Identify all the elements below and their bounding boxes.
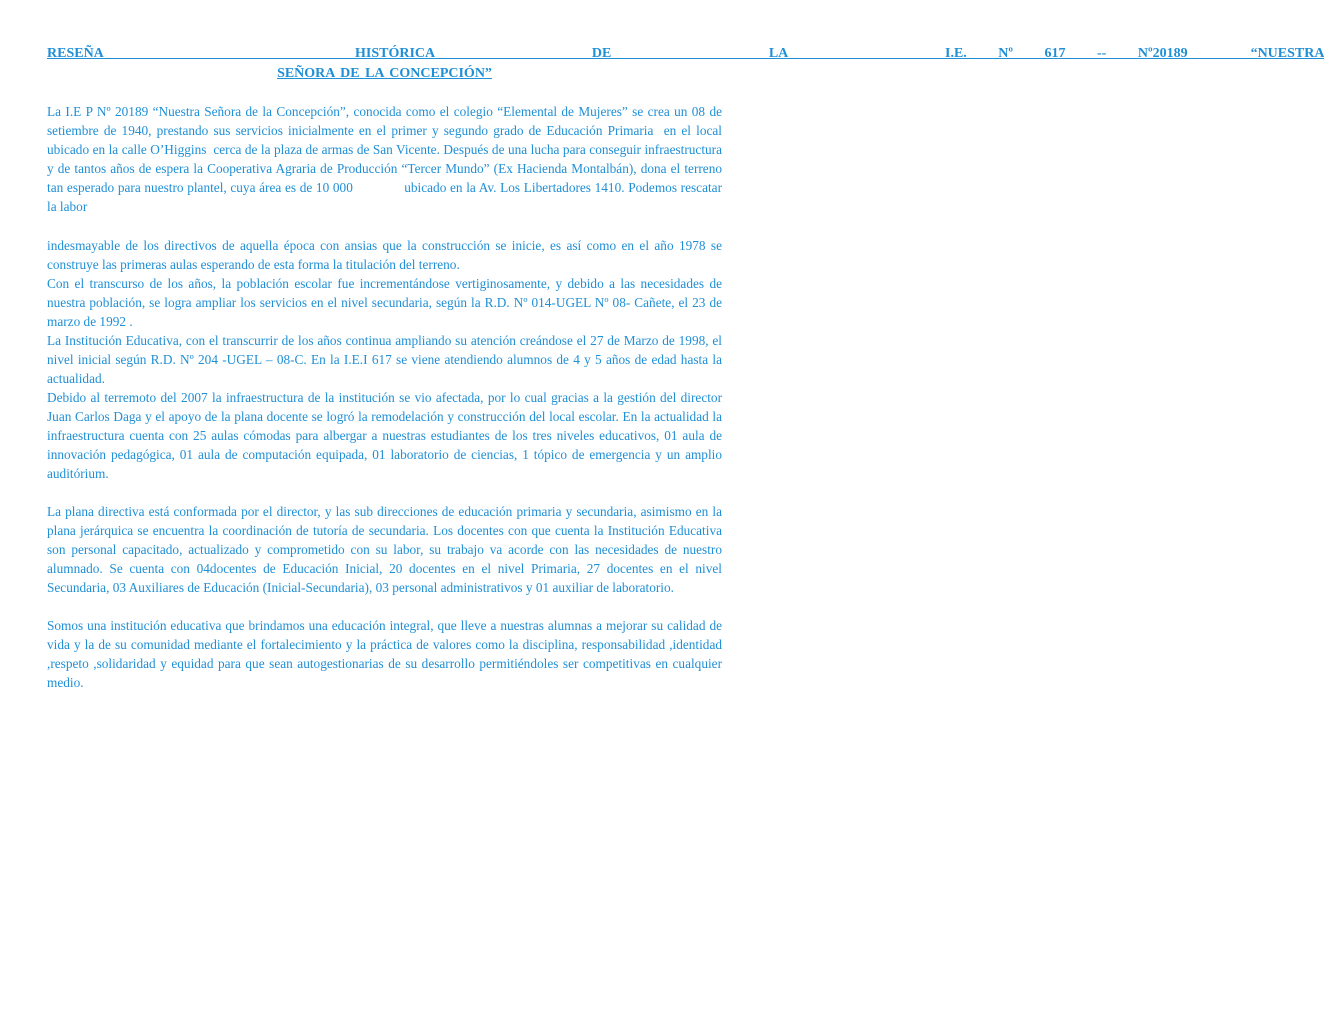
paragraph-gap [47, 216, 722, 236]
document-title [47, 44, 1324, 84]
document-page [47, 44, 1324, 692]
paragraph-infrastructure: Debido al terremoto del 2007 la infraestructura de la institución se vio afectada, por lo cual gracias a la gestión del director Juan Carlos Daga y el apoyo de la plana docente se logró la remodelación y construcción del local escolar. En la actualidad la infraestructura cuenta con 25 aulas cómodas para albergar a nuestras estudiantes de los tres niveles educativos, 01 aula de innovación pedagógica, 01 aula de computación equipada, 01 laboratorio de ciencias, 1 tópico de emergencia y un amplio auditórium. [47, 390, 722, 481]
paragraph-staff: La plana directiva está conformada por el director, y las sub direcciones de educación primaria y secundaria, asimismo en la plana jerárquica se encuentra la coordinación de tutoría de secundaria. Los docentes con que cuenta la Institución Educativa son personal capacitado, actualizado y comprometido con su labor, su trabajo va acorde con las necesidades de nuestro alumnado. Se cuenta con 04docentes de Educación Inicial, 20 docentes en el nivel Primaria, 27 docentes en el nivel Secundaria, 03 Auxiliares de Educación (Inicial-Secundaria), 03 personal administrativos y 01 auxiliar de laboratorio. [47, 504, 722, 595]
title-line-1: RESEÑA HISTÓRICA DE LA I.E. Nº 617 -- Nº20189 “NUESTRA [47, 46, 1324, 61]
paragraph-initial-level: La Institución Educativa, con el transcurrir de los años continua ampliando su atención creándose el 27 de Marzo de 1998, el nivel inicial según R.D. Nº 204 -UGEL – 08-C. En la I.E.I 617 se viene atendiendo alumnos de 4 y 5 años de edad hasta la actualidad. [47, 333, 722, 386]
paragraph-secondary-level: Con el transcurso de los años, la población escolar fue incrementándose vertiginosamente, y debido a las necesidades de nuestra población, se logra ampliar los servicios en el nivel secundaria, según la R.D. Nº 014-UGEL Nº 08- Cañete, el 23 de marzo de 1992 . [47, 276, 722, 329]
title-line-2: SEÑORA DE LA CONCEPCIÓN” [277, 66, 492, 81]
paragraph-gap [47, 597, 722, 616]
paragraph-mission: Somos una institución educativa que brindamos una educación integral, que lleve a nuestras alumnas a mejorar su calidad de vida y la de su comunidad mediante el fortalecimiento y la práctica de valores como la disciplina, responsabilidad ,identidad ,respeto ,solidaridad y equidad para que sean autogestionarias de su desarrollo permitiéndoles ser competitivas en cualquier medio. [47, 618, 722, 690]
paragraph-founding: La I.E P Nº 20189 “Nuestra Señora de la Concepción”, conocida como el colegio “Elemental de Mujeres” se crea un 08 de setiembre de 1940, prestando sus servicios inicialmente en el primer y segundo grado de Educación Primaria en el local ubicado en la calle O’Higgins cerca de la plaza de armas de San Vicente. Después de una lucha para conseguir infraestructura y de tantos años de espera la Cooperativa Agraria de Producción “Tercer Mundo” (Ex Hacienda Montalbán), dona el terreno tan esperado para nuestro plantel, cuya área es de 10 000 ubicado en la Av. Los Libertadores 1410. Podemos rescatar la labor [47, 104, 726, 214]
paragraph-first-classrooms: indesmayable de los directivos de aquella época con ansias que la construcción se inicie, es así como en el año 1978 se construye las primeras aulas esperando de esta forma la titulación del terreno. [47, 238, 722, 272]
paragraph-gap [47, 483, 722, 502]
